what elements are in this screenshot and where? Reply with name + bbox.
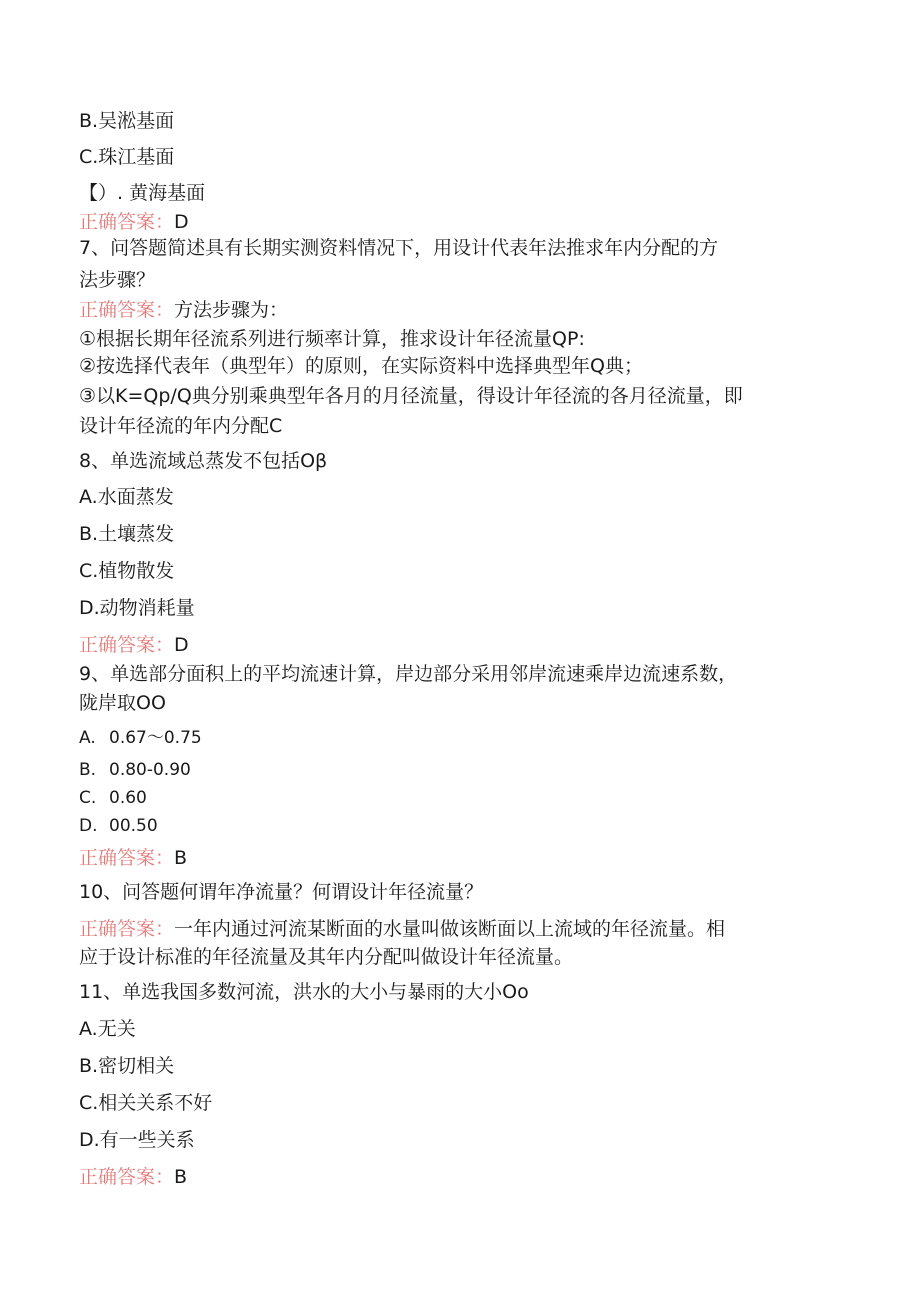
q7-step-3: ③以K=Qp/Q典分别乘典型年各月的月径流量，得设计年径流的各月径流量，即 [79,385,743,407]
q8-option-c: C.植物散发 [79,560,175,582]
q8-answer [79,633,189,657]
option-text: 00.50 [109,816,158,836]
q11-question: 11、单选我国多数河流，洪水的大小与暴雨的大小Oo [79,981,529,1003]
option-letter: A. [79,728,96,748]
q11-option-a: A.无关 [79,1018,136,1040]
option-letter: B. [79,760,97,780]
q10-answer [79,917,725,941]
answer-value: 一年内通过河流某断面的水量叫做该断面以上流域的年径流量。相 [174,918,726,940]
q9-question-line2: 陇岸取OO [79,692,166,714]
q6-option-d: 【）. 黄海基面 [79,182,206,204]
q7-question-line1: 7、问答题简述具有长期实测资料情况下，用设计代表年法推求年内分配的方 [79,237,719,259]
option-letter: D. [79,816,98,836]
answer-label: 正确答案： [79,634,175,656]
q7-step-3-cont: 设计年径流的年内分配C [79,415,283,437]
q6-option-c: C.珠江基面 [79,146,175,168]
q11-option-c: C.相关关系不好 [79,1092,213,1114]
q10-question: 10、问答题何谓年净流量？何谓设计年径流量？ [79,881,484,903]
q11-option-d: D.有一些关系 [79,1129,195,1151]
option-letter: C. [79,788,97,808]
answer-label: 正确答案： [79,299,175,321]
q11-answer [79,1165,187,1189]
q7-question-line2: 法步骤？ [79,269,156,291]
answer-value: 方法步骤为： [174,299,289,321]
answer-value: B [174,847,188,869]
option-text: 0.80-0.90 [109,760,191,780]
option-text: 0.60 [109,788,147,808]
answer-value: D [174,211,189,233]
q9-option-a [79,726,202,750]
option-text: 0.67～0.75 [109,728,202,748]
q8-option-a: A.水面蒸发 [79,486,174,508]
answer-label: 正确答案： [79,918,175,940]
answer-value: B [174,1166,188,1188]
q8-option-b: B.土壤蒸发 [79,523,175,545]
q6-answer [79,210,189,234]
q9-option-b [79,758,191,782]
answer-label: 正确答案： [79,1166,175,1188]
q10-answer-cont: 应于设计标准的年径流量及其年内分配叫做设计年径流量。 [79,946,574,968]
q9-option-c [79,786,147,810]
q11-option-b: B.密切相关 [79,1055,175,1077]
answer-label: 正确答案： [79,847,175,869]
answer-label: 正确答案： [79,211,175,233]
q9-answer [79,846,187,870]
q8-option-d: D.动物消耗量 [79,597,195,619]
q7-step-2: ②按选择代表年（典型年）的原则，在实际资料中选择典型年Q典； [79,355,643,377]
q7-answer [79,298,288,322]
q8-question: 8、单选流域总蒸发不包括Oβ [79,450,328,472]
q9-option-d [79,814,158,838]
q6-option-b: B.吴淞基面 [79,110,175,132]
q9-question-line1: 9、单选部分面积上的平均流速计算，岸边部分采用邻岸流速乘岸边流速系数， [79,663,738,685]
answer-value: D [174,634,189,656]
q7-step-1: ①根据长期年径流系列进行频率计算，推求设计年径流量QP: [79,328,585,350]
